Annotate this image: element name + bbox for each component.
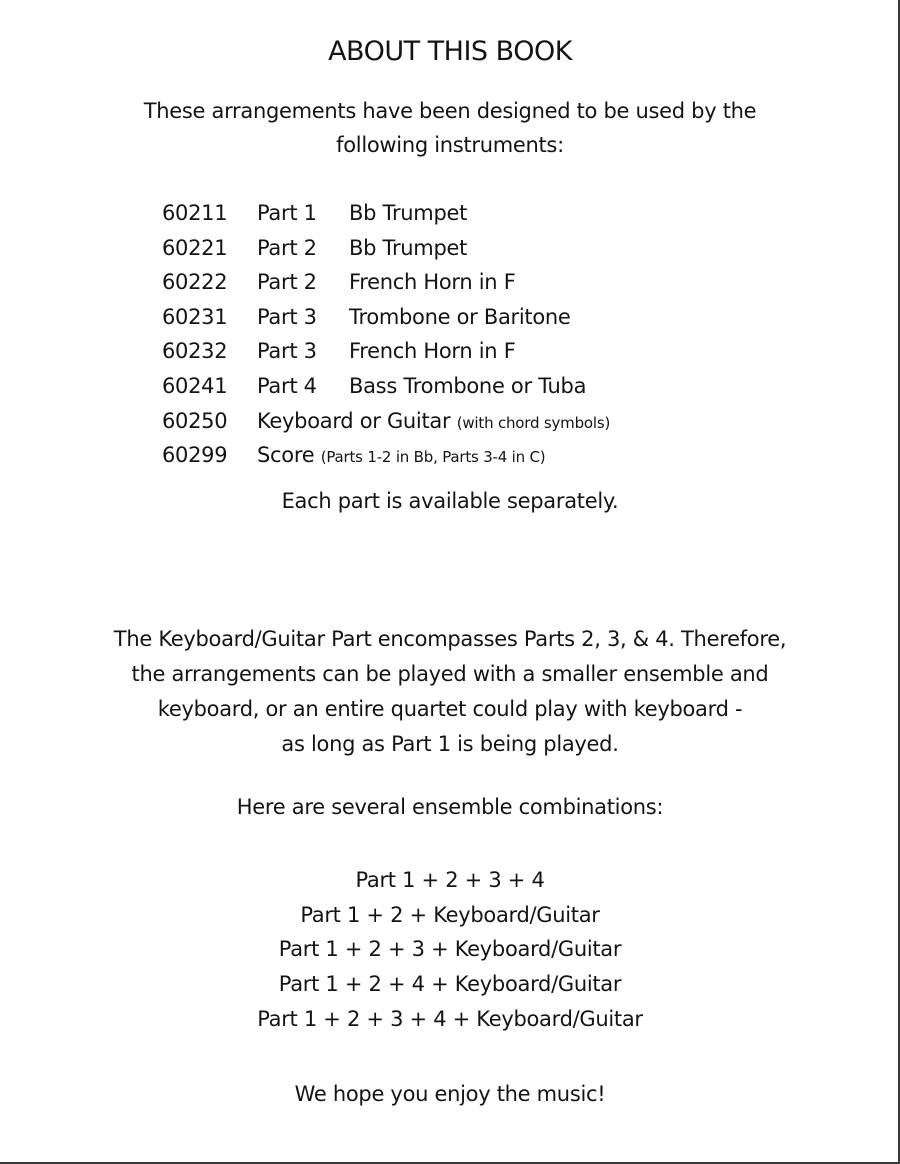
intro-line: following instruments:	[336, 133, 564, 157]
keyboard-part-label: Keyboard or Guitar	[257, 408, 451, 433]
keyboard-part-row	[162, 404, 782, 439]
paragraph-line: The Keyboard/Guitar Part encompasses Parts 2, 3, & 4. Therefore,	[113, 627, 787, 651]
part-instrument: Bb Trumpet	[349, 235, 468, 260]
combinations-list	[0, 863, 900, 1037]
part-instrument: French Horn in F	[349, 270, 516, 295]
part-number: Part 2	[257, 270, 317, 295]
combination-item: Part 1 + 2 + 3 + 4 + Keyboard/Guitar	[257, 1006, 643, 1031]
paragraph-line: the arrangements can be played with a smaller ensemble and	[131, 662, 769, 686]
page-title: ABOUT THIS BOOK	[328, 36, 572, 67]
part-code: 60241	[162, 373, 228, 398]
keyboard-paragraph	[0, 622, 900, 762]
combination-item: Part 1 + 2 + Keyboard/Guitar	[300, 902, 600, 927]
part-row	[162, 334, 782, 369]
part-row	[162, 369, 782, 404]
score-label: Score	[257, 443, 315, 468]
keyboard-part-note: (with chord symbols)	[456, 413, 611, 432]
part-number: Part 3	[257, 304, 317, 329]
availability-note: Each part is available separately.	[281, 489, 619, 513]
part-number: Part 4	[257, 373, 317, 398]
score-row	[162, 438, 782, 473]
part-code: 60211	[162, 201, 228, 225]
score-note: (Parts 1-2 in Bb, Parts 3-4 in C)	[320, 448, 546, 467]
part-number: Part 3	[257, 339, 317, 364]
part-row	[162, 231, 782, 266]
combinations-heading: Here are several ensemble combinations:	[236, 795, 664, 819]
keyboard-part-description	[257, 404, 610, 441]
combination-item: Part 1 + 2 + 3 + 4	[355, 868, 545, 892]
part-row	[162, 265, 782, 300]
part-code: 60231	[162, 304, 228, 329]
part-number: Part 2	[257, 235, 317, 260]
combination-item: Part 1 + 2 + 4 + Keyboard/Guitar	[278, 972, 622, 997]
part-instrument: Bass Trombone or Tuba	[349, 373, 587, 398]
part-code: 60232	[162, 339, 228, 364]
closing-message: We hope you enjoy the music!	[294, 1082, 606, 1106]
part-row	[162, 196, 782, 231]
intro-line: These arrangements have been designed to be used by the	[143, 99, 757, 123]
paragraph-line: as long as Part 1 is being played.	[281, 732, 619, 756]
part-instrument: Trombone or Baritone	[349, 304, 571, 329]
instrument-parts-list	[162, 196, 782, 473]
part-number: Part 1	[257, 201, 317, 225]
part-row	[162, 300, 782, 335]
part-code: 60299	[162, 443, 228, 468]
score-description	[257, 438, 545, 475]
combination-item: Part 1 + 2 + 3 + Keyboard/Guitar	[278, 937, 622, 962]
part-instrument: Bb Trumpet	[349, 201, 468, 225]
part-code: 60222	[162, 270, 228, 295]
part-code: 60250	[162, 408, 228, 433]
intro-text	[0, 94, 900, 162]
part-code: 60221	[162, 235, 228, 260]
part-instrument: French Horn in F	[349, 339, 516, 364]
paragraph-line: keyboard, or an entire quartet could play with keyboard -	[157, 697, 743, 721]
